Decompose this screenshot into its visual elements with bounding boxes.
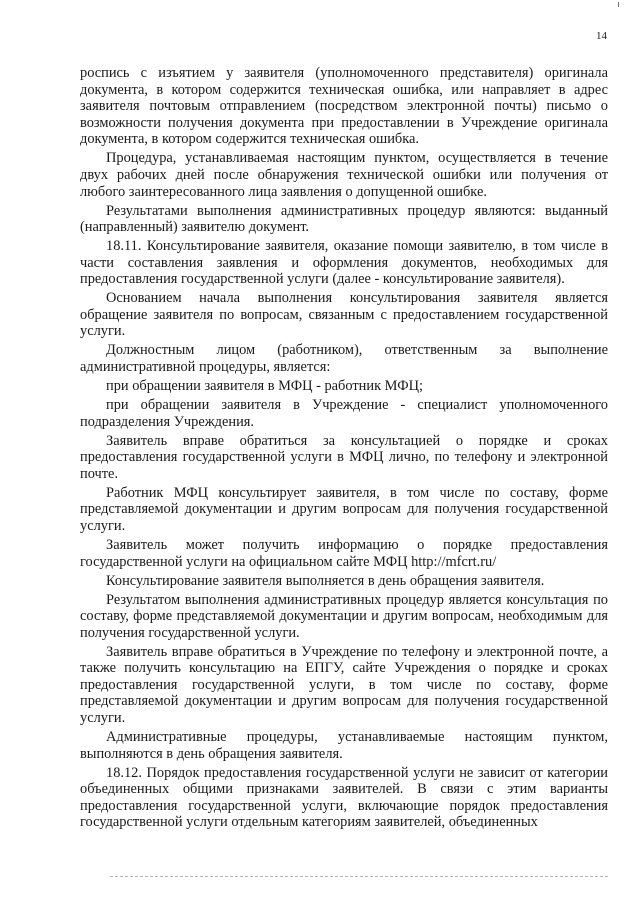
paragraph-consultation-result: Результатом выполнения административных процедур является консультация по составу, форме представляемой документации и другим вопросам, необходимым для получения государственной услуги. <box>80 591 608 641</box>
paragraph-website-info: Заявитель может получить информацию о порядке предоставления государственной услуги на официальном сайте МФЦ http://mfcrt.ru/ <box>80 536 608 570</box>
paragraph-results: Результатами выполнения административных процедур являются: выданный (направленный) заявителю документ. <box>80 202 608 236</box>
paragraph-procedure-term: Процедура, устанавливаемая настоящим пунктом, осуществляется в течение двух рабочих дней после обнаружения технической ошибки или получения от любого заинтересованного лица заявления о допущенной ошибке. <box>80 150 608 200</box>
paragraph-basis: Основанием начала выполнения консультирования заявителя является обращение заявителя по вопросам, связанным с предоставлением государственной услуги. <box>80 290 608 340</box>
page-number: 14 <box>596 30 607 42</box>
paragraph-responsible-official: Должностным лицом (работником), ответственным за выполнение административной процедуры, является: <box>80 342 608 376</box>
paragraph-mfc-worker: при обращении заявителя в МФЦ - работник МФЦ; <box>106 378 424 395</box>
paragraph-section-18-11: 18.11. Консультирование заявителя, оказание помощи заявителю, в том числе в части составления заявления и оформления документов, необходимых для предоставления государственной услуги (далее - консультирование заявителя). <box>80 238 608 288</box>
paragraph-continuation: роспись с изъятием у заявителя (уполномоченного представителя) оригинала документа, в котором содержится техническая ошибка, или направляет в адрес заявителя почтовым отправлением (посредством электронной почты) письмо о возможности получения документа при предоставлении в Учреждение оригинала документа, в котором содержится техническая ошибка. <box>80 65 608 148</box>
paragraph-institution-specialist: при обращении заявителя в Учреждение - специалист уполномоченного подразделения Учреждения. <box>80 397 608 430</box>
paragraph-procedures-same-day: Административные процедуры, устанавливаемые настоящим пунктом, выполняются в день обращения заявителя. <box>80 729 608 762</box>
document-body <box>80 65 608 831</box>
paragraph-same-day: Консультирование заявителя выполняется в день обращения заявителя. <box>106 572 545 589</box>
paragraph-consultation-right: Заявитель вправе обратиться за консультацией о порядке и сроках предоставления государственной услуги в МФЦ лично, по телефону и электронной почте. <box>80 432 608 482</box>
paragraph-mfc-consults: Работник МФЦ консультирует заявителя, в том числе по составу, форме представляемой документации и другим вопросам для получения государственной услуги. <box>80 484 608 534</box>
scan-mark <box>618 2 619 7</box>
paragraph-section-18-12: 18.12. Порядок предоставления государственной услуги не зависит от категории объединенных общими признаками заявителей. В связи с этим варианты предоставления государственной услуги, включающие порядок предоставления государственной услуги отдельным категориям заявителей, объединенных <box>80 764 608 831</box>
scan-bottom-edge <box>110 876 608 877</box>
paragraph-institution-contact: Заявитель вправе обратиться в Учреждение по телефону и электронной почте, а также получить консультацию на ЕПГУ, сайте Учреждения о порядке и сроках предоставления государственной услуги, в том числе по составу, форме представляемой документации и другим вопросам для получения государственной услуги. <box>80 643 608 727</box>
